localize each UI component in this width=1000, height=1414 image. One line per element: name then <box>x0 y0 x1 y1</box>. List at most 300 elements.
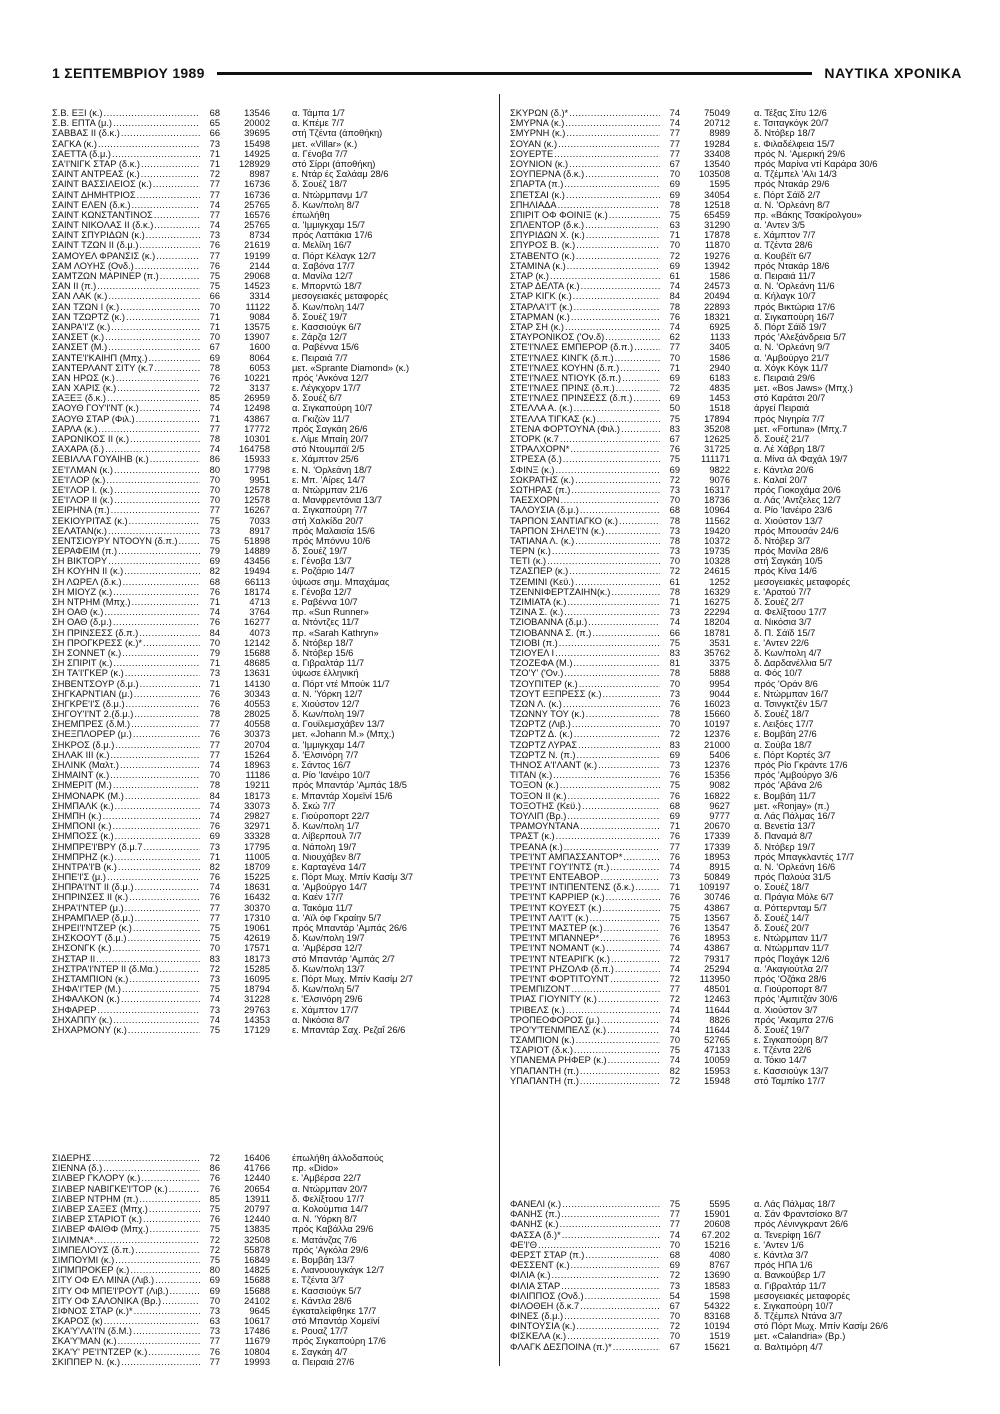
ship-row <box>510 465 962 475</box>
ship-list-left-1 <box>52 108 487 1035</box>
ship-year: 74 <box>209 220 220 231</box>
ship-name: ΤΣΑΜΠΙΟΝ (κ.) ..... <box>510 1035 660 1045</box>
ship-row <box>510 403 962 413</box>
ship-year: 78 <box>209 709 220 720</box>
ship-row <box>510 363 962 373</box>
publication-title: ΝΑΥΤΙΚΑ ΧΡΟΝΙΚΑ <box>824 65 962 81</box>
ship-position: πρός Ντακάρ 18/6 <box>754 260 830 271</box>
ship-name: ΣΤΑΡ (κ.) ..... <box>510 271 660 281</box>
ship-row <box>510 1076 962 1086</box>
ship-row <box>52 261 487 271</box>
ship-row <box>510 1005 962 1015</box>
ship-row <box>510 740 962 750</box>
ship-year: 71 <box>209 597 220 607</box>
ship-name: ΣΗ ΠΡΟΓΚΡΕΣΣ (κ.)* ..... <box>52 638 200 648</box>
ship-row <box>510 750 962 760</box>
ship-tonnage: 14925 <box>244 148 270 159</box>
ship-year: 70 <box>209 770 220 781</box>
ship-year: 73 <box>209 1305 220 1316</box>
ship-year: 71 <box>209 148 220 159</box>
ship-tonnage: 30370 <box>244 902 270 913</box>
ship-position: α. Λέ Χάβρη 18/7 <box>754 444 826 455</box>
ship-position: ε. Κάντλα 20/6 <box>754 464 814 475</box>
ship-row <box>510 179 962 189</box>
ship-row <box>510 699 962 709</box>
ship-position: α. Μανίλα 12/7 <box>292 271 353 281</box>
ship-row <box>510 913 962 923</box>
ship-position: δ. Τζέμπελ Ντάνα 3/7 <box>754 1311 843 1322</box>
ship-row <box>510 780 962 790</box>
ship-name: ΤΕΤΙ (κ.) ..... <box>510 556 660 566</box>
ship-name: ΣΗΜΠΗ (κ.) ..... <box>52 811 200 821</box>
ship-tonnage: 51898 <box>244 535 270 546</box>
ship-year: 76 <box>669 770 680 781</box>
ship-year: 77 <box>209 912 220 923</box>
ship-tonnage: 18781 <box>704 627 730 638</box>
ship-position: α. Λάς Πάλμας 16/7 <box>754 810 836 821</box>
ship-name: ΦΛΑΓΚ ΔΕΣΠΟΙΝΑ (π.)* ..... <box>510 1342 660 1352</box>
ship-position: ε. Ντώρμπαν 11/7 <box>754 933 828 944</box>
ship-tonnage: 1453 <box>709 393 730 404</box>
ship-year: 75 <box>209 1254 220 1265</box>
ship-position: πρός Νιγηρία 7/7 <box>754 413 825 424</box>
ship-year: 72 <box>669 1075 680 1086</box>
ship-position: α. Ν. 'Υόρκη 12/7 <box>292 688 363 699</box>
ship-row <box>52 454 487 464</box>
ship-year: 72 <box>209 1244 220 1255</box>
ship-name: ΣΗΜΟΝΑΡΚ (Μ.) ..... <box>52 791 200 801</box>
ship-row <box>510 801 962 811</box>
ship-name: ΣΑΝΤΕΡΛΑΝΤ ΣΙΤΥ (κ.7 ..... <box>52 363 200 373</box>
ship-tonnage: 11870 <box>704 240 730 251</box>
ship-position: πρός 'Αμβούργο 3/6 <box>754 770 838 781</box>
ship-year: 75 <box>669 637 680 648</box>
ship-tonnage: 13911 <box>244 1193 270 1204</box>
ship-position: ε. Τζέντα 3/7 <box>292 1275 345 1286</box>
ship-tonnage: 22893 <box>704 301 730 312</box>
ship-name: ΣΗΦΑΛΚΟΝ (κ.) ..... <box>52 994 200 1004</box>
ship-name: ΤΟΞΟΝ II (κ.) ..... <box>510 791 660 801</box>
ship-name: Σ.Β. ΕΞΙ (κ.) ..... <box>52 108 200 118</box>
ship-tonnage: 31228 <box>244 994 270 1005</box>
ship-tonnage: 10617 <box>244 1316 270 1327</box>
ship-year: 75 <box>209 535 220 546</box>
ship-year: 75 <box>669 912 680 923</box>
ship-year: 77 <box>209 423 220 434</box>
ship-position: δ. Σουέζ 6/7 <box>292 393 343 404</box>
ship-name: ΦΙΛΟΘΕΗ (δ.κ.7 ..... <box>510 1301 660 1311</box>
ship-tonnage: 15264 <box>244 749 270 760</box>
ship-tonnage: 15356 <box>704 770 730 781</box>
ship-year: 76 <box>669 933 680 944</box>
ship-position: α. Νικόσια 8/7 <box>292 1014 350 1025</box>
ship-row <box>52 128 487 138</box>
ship-row <box>52 1245 487 1255</box>
ship-year: 74 <box>669 1229 680 1240</box>
ship-tonnage: 24615 <box>704 566 730 577</box>
ship-tonnage: 1252 <box>709 576 730 587</box>
ship-row <box>52 353 487 363</box>
ship-tonnage: 7033 <box>249 515 270 526</box>
ship-year: 73 <box>209 973 220 984</box>
ship-name: ΤΖΙΝΑ Σ. (κ.) ..... <box>510 607 660 617</box>
ship-tonnage: 10194 <box>704 1321 730 1332</box>
ship-row <box>510 291 962 301</box>
ship-position: α. Ντώρμπανμ 1/7 <box>292 189 368 200</box>
ship-row <box>510 1025 962 1035</box>
ship-name: ΣΠΗΛΙΑΔΑ ..... <box>510 200 660 210</box>
ship-position: δ. Σκώ 7/7 <box>292 800 336 811</box>
ship-name: ΣΕ'Ι'ΛΟΡ II (κ.) ..... <box>52 495 200 505</box>
ship-name: ΣΙΔΕΡΗΣ ..... <box>52 1153 200 1163</box>
ship-tonnage: 67.202 <box>701 1229 730 1240</box>
ship-tonnage: 2940 <box>709 362 730 373</box>
ship-position: ε. Λειξόες 17/7 <box>754 719 814 730</box>
ship-year: 71 <box>209 851 220 862</box>
ship-tonnage: 16822 <box>704 790 730 801</box>
ship-row <box>510 903 962 913</box>
ship-tonnage: 21619 <box>244 240 270 251</box>
ship-position: ε. 'Ελσινόρη 29/6 <box>292 994 363 1005</box>
ship-row <box>510 516 962 526</box>
ship-tonnage: 16317 <box>704 484 730 495</box>
ship-row <box>52 1286 487 1296</box>
ship-year: 69 <box>209 831 220 842</box>
ship-row <box>52 882 487 892</box>
ship-tonnage: 10328 <box>704 556 730 567</box>
ship-tonnage: 30746 <box>704 892 730 903</box>
ship-position: α. Μανφρεντόνια 13/7 <box>292 495 383 506</box>
ship-name: ΣΤΟΡΚ (κ.7 ..... <box>510 434 660 444</box>
ship-position: δ. Φελίξτοου 17/7 <box>292 1193 365 1204</box>
ship-row <box>510 943 962 953</box>
ship-row <box>52 1275 487 1285</box>
ship-tonnage: 40558 <box>244 719 270 730</box>
ship-tonnage: 12498 <box>244 403 270 414</box>
ship-name: ΣΙΛΙΜΝΑ* ..... <box>52 1235 200 1245</box>
ship-position: ε. Μπαντάρ Χομεϊνί 15/6 <box>292 790 393 801</box>
ship-year: 70 <box>209 332 220 343</box>
ship-name: ΤΗΝΟΣ Α'Ι'ΛΑΝΤ (κ.) ..... <box>510 760 660 770</box>
ship-position: στό Μπαντάρ 'Αμπάς 2/7 <box>292 953 395 964</box>
ship-tonnage: 28025 <box>244 709 270 720</box>
ship-row <box>510 444 962 454</box>
ship-position: στό Σίρρι (άποθήκη) <box>292 158 376 169</box>
ship-position: α. 'Ακαγιούτλα 2/7 <box>754 963 829 974</box>
ship-position: ε. Ραβέννα 10/7 <box>292 597 358 607</box>
ship-row <box>510 414 962 424</box>
ship-row <box>52 342 487 352</box>
ship-name: ΦΑΝΗΣ (κ.) ..... <box>510 1219 660 1229</box>
ship-name: ΣΚΑ'Υ' ΡΕ'Ι'ΝΤΖΕΡ (κ.) ..... <box>52 1347 200 1357</box>
ship-position: α. Πόρτ Κέλαγκ 12/7 <box>292 250 377 261</box>
ship-name: ΣΑΙΝΤ ΑΝΤΡΕΑΣ (κ.) ..... <box>52 169 200 179</box>
ship-tonnage: 10964 <box>704 505 730 516</box>
ship-name: ΣΗΦΑΡΕΡ ..... <box>52 1005 200 1015</box>
ship-name: ΣΑΝΣΕΤ (Μ.) ..... <box>52 342 200 352</box>
ship-year: 78 <box>669 668 680 679</box>
ship-position: α. Τζέμπελ 'Αλι 14/3 <box>754 169 837 180</box>
ship-name: ΣΗ ΜΙΟΥΖ (κ.) ..... <box>52 587 200 597</box>
ship-tonnage: 79317 <box>704 953 730 964</box>
ship-year: 78 <box>209 434 220 444</box>
ship-year: 69 <box>669 810 680 821</box>
ship-row <box>52 281 487 291</box>
ship-name: ΣΙΛΒΕΡ ΝΤΡΗΜ (π.) ..... <box>52 1194 200 1204</box>
ship-row <box>52 291 487 301</box>
ship-position: ε. 'Αρατού 7/7 <box>754 586 812 597</box>
ship-row <box>52 852 487 862</box>
ship-row <box>510 475 962 485</box>
ship-name: ΣΗΣΤΡΑ'Ι'ΝΤΕΡ II (δ.Μα.) ..... <box>52 964 200 974</box>
ship-tonnage: 19061 <box>244 923 270 933</box>
ship-row <box>52 872 487 882</box>
ship-tonnage: 19735 <box>704 546 730 557</box>
ship-tonnage: 14889 <box>244 546 270 557</box>
ship-name: ΣΕΒΙΛΛΑ ΓΟΥΑΙΗΒ (κ.) ..... <box>52 454 200 464</box>
ship-row <box>52 516 487 526</box>
ship-year: 74 <box>669 1014 680 1025</box>
ship-position: ε. Κασσιούγκ 13/7 <box>754 1065 829 1076</box>
ship-name: ΣΑΝΡΑ'Ι'Ζ (κ.) ..... <box>52 322 200 332</box>
ship-name: ΤΡΕ'Ι'ΝΤ ΓΟΥ'Ι'ΝΤΣ (π.) ..... <box>510 862 660 872</box>
ship-position: ε. Χιούστον 12/7 <box>292 698 360 709</box>
ship-name: ΤΡΕΑΝΑ (κ.) ..... <box>510 842 660 852</box>
ship-tonnage: 39695 <box>244 128 270 139</box>
ship-year: 74 <box>209 199 220 210</box>
ship-row <box>510 933 962 943</box>
ship-name: ΣΗ ΒΙΚΤΟΡΥ ..... <box>52 556 200 566</box>
ship-year: 75 <box>669 454 680 465</box>
ship-name: ΣΙΛΒΕΡ ΣΑΞΕΣ (Μπχ.) ..... <box>52 1204 200 1214</box>
ship-position: α. Ρόττερνταμ 5/7 <box>754 902 827 913</box>
ship-year: 74 <box>209 994 220 1005</box>
ship-name: ΣΗΚΡΟΣ (δ.μ.) ..... <box>52 740 200 750</box>
ship-year: 74 <box>209 444 220 455</box>
ship-row <box>510 566 962 576</box>
ship-year: 54 <box>669 1290 680 1301</box>
ship-row <box>52 139 487 149</box>
ship-name: ΣΑΝ ΤΖΩΝ I (κ.) ..... <box>52 302 200 312</box>
ship-name: ΣΟΥΝΙΟΝ (κ.) ..... <box>510 159 660 169</box>
ship-position: α. Λίβερπουλ 7/7 <box>292 831 362 842</box>
ship-year: 78 <box>209 362 220 373</box>
ship-name: ΤΑΡΠΟΝ ΣΑΝΤΙΑΓΚΟ (κ.) ..... <box>510 516 660 526</box>
ship-position: πρ. «Dido» <box>292 1163 339 1174</box>
ship-row <box>52 679 487 689</box>
ship-year: 78 <box>209 780 220 791</box>
ship-tonnage: 8915 <box>709 861 730 872</box>
ship-row <box>510 1035 962 1045</box>
ship-year: 76 <box>209 698 220 709</box>
ship-name: ΣΩΤΗΡΑΣ (π.) ..... <box>510 485 660 495</box>
ship-year: 77 <box>669 138 680 149</box>
ship-year: 70 <box>669 719 680 730</box>
ship-name: ΣΑΜ ΛΟΥΗΣ (Ονδ.) ..... <box>52 261 200 271</box>
ship-tonnage: 19420 <box>704 525 730 536</box>
ship-name: ΣΗΓΚΡΕ'Ι'Σ (δ.μ.) ..... <box>52 699 200 709</box>
ship-name: ΣΤΡΑΛΧΟΡΝ* ..... <box>510 444 660 454</box>
ship-row <box>52 689 487 699</box>
ship-position: στή Σαγκάη 10/5 <box>754 556 823 567</box>
ship-tonnage: 33408 <box>704 148 730 159</box>
ship-position: πρός Μπαντάρ 'Αμπάς 26/6 <box>292 923 407 933</box>
ship-position: α. Ν. 'Ορλεάνη 8/7 <box>754 199 831 210</box>
ship-year: 76 <box>669 698 680 709</box>
ship-position: δ. Σουέζ 2/7 <box>754 597 805 607</box>
ship-tonnage: 12625 <box>704 434 730 444</box>
ship-tonnage: 9822 <box>709 464 730 475</box>
ship-position: α. Ντόντζες 11/7 <box>292 617 359 628</box>
ship-year: 65 <box>209 118 220 129</box>
ship-row <box>52 1194 487 1204</box>
ship-name: ΣΙΜΠΟΥΜΙ (κ.) ..... <box>52 1255 200 1265</box>
ship-row <box>510 1230 962 1240</box>
ship-row <box>510 108 962 118</box>
ship-year: 75 <box>669 209 680 220</box>
ship-year: 69 <box>209 1275 220 1286</box>
ship-position: ε. Λέγκχορν 17/7 <box>292 383 361 394</box>
ship-year: 77 <box>209 179 220 190</box>
ship-position: ε. Χάμπτον 7/7 <box>754 230 816 241</box>
ship-tonnage: 15688 <box>244 1275 270 1286</box>
ship-name: ΣΑΧΑΡΑ (δ.) ..... <box>52 444 200 454</box>
ship-tonnage: 12376 <box>704 729 730 740</box>
ship-year: 82 <box>209 566 220 577</box>
ship-tonnage: 42619 <box>244 933 270 944</box>
ship-name: ΣΗΣΚΟΟΥΤ (δ.μ.) ..... <box>52 933 200 943</box>
ship-position: δ. Δαρδανέλλια 5/7 <box>754 658 833 669</box>
ship-year: 70 <box>669 1311 680 1322</box>
ship-position: πρός Μπαντάρ 'Αμπάς 18/5 <box>292 780 407 791</box>
ship-position: πρός 'Αγκόλα 29/6 <box>292 1244 369 1255</box>
ship-year: 72 <box>669 953 680 964</box>
ship-position: ε. Γένοβα 13/7 <box>292 556 352 567</box>
ship-position: δ. Σουέζ 20/7 <box>754 923 810 933</box>
ship-position: δ. Σουέζ 18/7 <box>292 179 348 190</box>
ship-tonnage: 17310 <box>244 912 270 923</box>
ship-year: 76 <box>669 892 680 903</box>
ship-row <box>52 526 487 536</box>
ship-position: δ. Κων/πολη 19/7 <box>292 933 365 944</box>
ship-row <box>52 108 487 118</box>
ship-tonnage: 13631 <box>244 668 270 679</box>
ship-row <box>510 923 962 933</box>
ship-row <box>52 1296 487 1306</box>
ship-year: 70 <box>669 1239 680 1250</box>
ship-position: ε. Βομβάη 13/7 <box>292 1254 355 1265</box>
issue-date: 1 ΣΕΠΤΕΜΒΡΙΟΥ 1989 <box>52 65 205 81</box>
ship-tonnage: 8064 <box>249 352 270 363</box>
ship-position: πρός 'Αμπιτζάν 30/6 <box>754 994 838 1005</box>
ship-year: 76 <box>669 923 680 933</box>
ship-tonnage: 18953 <box>704 933 730 944</box>
ship-name: ΤΑΤΙΑΝΑ Λ. (κ.) ..... <box>510 536 660 546</box>
ship-tonnage: 43867 <box>704 943 730 954</box>
ship-year: 78 <box>669 586 680 597</box>
ship-year: 73 <box>209 138 220 149</box>
ship-tonnage: 13547 <box>704 923 730 933</box>
ship-row <box>510 118 962 128</box>
ship-row <box>510 149 962 159</box>
ship-position: α. Σιγκαπούρη 16/7 <box>754 311 835 322</box>
ship-year: 76 <box>669 444 680 455</box>
ship-name: ΣΙΜΠΕΛΙΟΥΣ (δ.π.) ..... <box>52 1245 200 1255</box>
ship-row <box>52 536 487 546</box>
ship-tonnage: 1518 <box>709 403 730 414</box>
ship-name: ΣΙΠΜΠΡΟΚΕΡ (κ.) ..... <box>52 1265 200 1275</box>
ship-tonnage: 15953 <box>704 1065 730 1076</box>
ship-year: 71 <box>209 413 220 424</box>
ship-row <box>52 943 487 953</box>
ship-position: α. Τόκιο 14/7 <box>754 1055 807 1066</box>
ship-row <box>52 1204 487 1214</box>
ship-position: α. Πόρτ ντέ Μπούκ 11/7 <box>292 678 390 689</box>
ship-name: ΣΑΞΕΞ (δ.κ.) ..... <box>52 393 200 403</box>
ship-name: ΣΦΙΝΞ (κ.) ..... <box>510 465 660 475</box>
ship-row <box>52 577 487 587</box>
ship-row <box>510 210 962 220</box>
ship-position: ε. Σάντος 16/7 <box>292 760 351 770</box>
ship-year: 74 <box>669 617 680 628</box>
ship-name: ΣΗΓΟΥ'Ι'ΝΤ 2.(δ.μ.) ..... <box>52 709 200 719</box>
ship-tonnage: 31290 <box>704 220 730 231</box>
ship-position: α. Γιβραλτάρ 11/7 <box>754 1280 827 1291</box>
ship-name: ΣΤΑΡΛΑ'Ι'Τ (κ.) ..... <box>510 302 660 312</box>
ship-year: 70 <box>669 352 680 363</box>
ship-position: α. Λάς Πάλμας 18/7 <box>754 1199 836 1209</box>
ship-year: 73 <box>209 1326 220 1337</box>
ship-row <box>510 1055 962 1065</box>
ship-tonnage: 16329 <box>704 586 730 597</box>
ship-tonnage: 30343 <box>244 688 270 699</box>
ship-name: ΣΑΝΤΕ'Ι'ΚΑΙΗΠ (Μπχ.) ..... <box>52 353 200 363</box>
ship-name: ΣΤΑΥΡΟΝΙΚΟΣ ('Ον.δ) ..... <box>510 332 660 342</box>
ship-year: 70 <box>209 637 220 648</box>
ship-name: ΣΗΒΕΝΤΣΟΥΡ (δ.μ.) ..... <box>52 679 200 689</box>
ship-name: ΤΕΡΝ (κ.) ..... <box>510 546 660 556</box>
ship-position: πρός Μπόννυ 10/6 <box>292 535 371 546</box>
ship-name: ΣΟΥΑΝ (κ.) ..... <box>510 139 660 149</box>
ship-tonnage: 113950 <box>699 973 730 984</box>
ship-year: 69 <box>669 260 680 271</box>
ship-tonnage: 66113 <box>244 576 270 587</box>
ship-name: ΣΗΜΠΡΗΖ (κ.) ..... <box>52 852 200 862</box>
ship-year: 74 <box>209 800 220 811</box>
ship-position: πρός 'Ανκόνα 12/7 <box>292 372 369 383</box>
ship-name: ΣΤΕ'Ι'ΝΛΕΣ ΕΜΠΕΡΟΡ (δ.π.) ..... <box>510 342 660 352</box>
ship-position: α. Τσινγκτζέν 15/7 <box>754 698 828 709</box>
ship-row <box>510 872 962 882</box>
ship-year: 77 <box>209 749 220 760</box>
ship-year: 72 <box>669 1321 680 1332</box>
ship-name: ΤΖΩΝΝΥ ΤΟΥ (κ.) ..... <box>510 709 660 719</box>
ship-year: 68 <box>669 1249 680 1260</box>
ship-year: 72 <box>669 729 680 740</box>
ship-name: ΣΙΤΥ ΟΦ ΣΑΛΟΝΙΚΑ (Βρ.) ..... <box>52 1296 200 1306</box>
ship-list-left-2 <box>52 1153 487 1367</box>
ship-year: 83 <box>669 739 680 750</box>
ship-tonnage: 13835 <box>244 1224 270 1235</box>
header-rule <box>217 72 813 75</box>
ship-tonnage: 11644 <box>704 1004 730 1015</box>
ship-position: δ. Παναμά 8/7 <box>754 831 813 842</box>
ship-row <box>52 1025 487 1035</box>
ship-position: ο. Σουέζ 18/7 <box>754 882 810 893</box>
ship-row <box>510 1321 962 1331</box>
ship-name: ΣΜΥΡΝΗ (κ.) ..... <box>510 128 660 138</box>
ship-tonnage: 15688 <box>244 1285 270 1296</box>
